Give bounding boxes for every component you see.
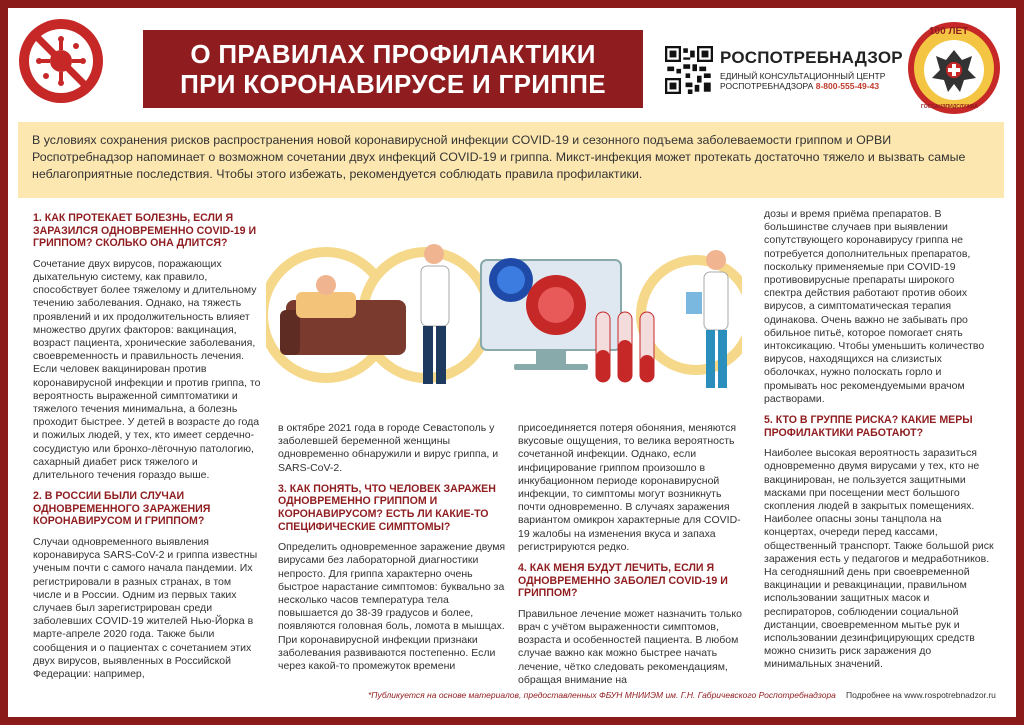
org-phone[interactable]: 8-800-555-49-43 [815,81,880,91]
paragraph-1: Сочетание двух вирусов, поражающих дыхательную систему, как правило, способствует более тяжелому и длительному течению заболевания. Однако, на тяжесть проявлений и их продолжительность влияет множество других факторов: вакцинация, возраст пациента, хронические заболевания, своевременность и правильность лечения. Если человек вакцинирован против коронавирусной инфекции и против гриппа, то вероятность выраженной симптоматики и тяжелого течения минимальна, а болезнь проходит быстрее. У детей в возрасте до года и пожилых людей, у тех, кто имеет сердечно-сосудистую или бронхо-лёгочную патологию, сахарный диабет риск тяжелого и длительного течения гораздо выше. [33,257,261,482]
org-phone-line [720,81,903,91]
title-line-1: О ПРАВИЛАХ ПРОФИЛАКТИКИ [190,39,596,69]
emblem-caption: 100 ЛЕТ [929,26,969,37]
org-block [720,48,903,91]
emblem-subcaption: ГОССАНЭПИДСЛУЖБА [921,104,978,110]
paragraph-2: Случаи одновременного выявления коронавируса SARS-CoV-2 и гриппа известны ученым почти с самого начала пандемии. Их регистрировали в разных странах, в том числе и в России. Одним из первых таких случаев был зарегистрирован среди заболевших COVID-19 жителей Нью-Йорка в марте-апреле 2020 года. Также были сообщения и о пациентах с сочетанием этих двух вирусов, выявленных в Российской Федерации: например, [33,536,258,681]
paragraph-5: присоединяется потеря обоняния, меняются вкусовые ощущения, то велика вероятность сочетанной инфекции. Однако, если инфицирование гриппом произошло в инкубационном периоде коронавирусной инфекции, то симптомы могут возникнуть почти одновременно. В случаях заражения вариантом омикрон характерные для COVID-19 жалобы на изменения вкуса и запаха регистрируются редко. [518,422,741,553]
column-3 [518,422,746,691]
footer-link[interactable]: Подробнее на www.rospotrebnadzor.ru [846,690,996,700]
paragraph-8: Наиболее высокая вероятность заразиться одновременно двумя вирусами у тех, кто не вакцинирован, не пользуется защитными масками при посещении мест большого скопления людей в закрытых помещениях. Наиболее опасны зоны танцпола на концертах, очереди перед кассами, общественный транспорт. Также большой риск заражения есть у педагогов и медработников. На сегодняшний день при своевременной вакцинации и ревакцинации, правильном использовании защитных масок и респираторов, соблюдении социальной дистанции, своевременном мытье рук и использовании дезинфицирующих средств можно снизить риск заражения до минимальных значений. [764,447,994,671]
footer-note: *Публикуется на основе материалов, предоставленных ФБУН МНИИЭМ им. Г.Н. Габричевского Роспотребнадзора [368,690,836,700]
column-1 [33,204,261,685]
heading-2: 2. В РОССИИ БЫЛИ СЛУЧАИ ОДНОВРЕМЕННОГО ЗАРАЖЕНИЯ КОРОНАВИРУСОМ И ГРИППОМ? [33,490,211,528]
heading-3: 3. КАК ПОНЯТЬ, ЧТО ЧЕЛОВЕК ЗАРАЖЕН ОДНОВРЕМЕННО ГРИППОМ И КОРОНАВИРУСОМ? ЕСТЬ ЛИ КАКИЕ-ТО СПЕЦИФИЧЕСКИЕ СИМПТОМЫ? [278,482,496,533]
paragraph-3: в октябре 2021 года в городе Севастополь у заболевшей беременной женщины одновременно обнаружили и вирус гриппа, и SARS-CoV-2. [278,422,499,474]
no-virus-icon [18,18,104,104]
column-2 [278,422,506,677]
illustration [266,230,742,400]
poster [8,8,1016,717]
paragraph-7: дозы и время приёма препаратов. В большинстве случаев при выявлении сопутствующего коронавирусу гриппа не потребуется дополнительных препаратов, поскольку применяемые при COVID-19 противовирусные препараты широкого спектра действия работают против обоих вирусов, а симптоматическая терапия одинакова. Очень важно не забывать про обильное питьё, которое помогает снять интоксикацию. Чтобы уменьшить количество вирусов, находящихся на слизистых оболочках, нужно полоскать горло и промывать нос рекомендуемыми врачом растворами. [764,208,985,405]
org-name: РОСПОТРЕБНАДЗОР [720,48,903,67]
paragraph-4: Определить одновременное заражение двумя вирусами без лабораторной диагностики непросто. Для гриппа характерно очень быстрое нарастание симптомов: буквально за несколько часов температура тела повышается до 38-39 градусов и более, появляются головная боль, ломота в мышцах. При коронавирусной инфекции признаки заболевания развиваются постепенно. Если через какой-то промежуток времени [278,541,506,673]
title-line-2: ПРИ КОРОНАВИРУСЕ И ГРИППЕ [180,69,606,99]
org-short: РОСПОТРЕБНАДЗОРА [720,81,814,91]
heading-5: 5. КТО В ГРУППЕ РИСКА? КАКИЕ МЕРЫ ПРОФИЛАКТИКИ РАБОТАЮТ? [764,414,973,439]
title-banner [143,30,643,108]
paragraph-6: Правильное лечение может назначить только врач с учётом выраженности симптомов, возраста и особенностей пациента. В любом случае важно как можно быстрее начать лечение, чётко следовать рекомендациям, обращая внимание на [518,607,742,686]
qr-code-icon[interactable] [665,46,713,94]
intro-text: В условиях сохранения рисков распространения новой коронавирусной инфекции COVID-19 и сезонного подъема заболеваемости гриппом и ОРВИ Роспотребнадзор напоминает о возможном сочетании двух инфекций COVID-19 и гриппа. Микст-инфекция может протекать достаточно тяжело и вызвать самые неблагоприятные последствия. Чтобы этого избежать, рекомендуется соблюдать правила профилактики. [18,122,1004,198]
column-4 [764,208,994,676]
heading-1: 1. КАК ПРОТЕКАЕТ БОЛЕЗНЬ, ЕСЛИ Я ЗАРАЗИЛСЯ ОДНОВРЕМЕННО COVID-19 И ГРИППОМ? СКОЛЬКО ОНА ДЛИТСЯ? [33,212,257,250]
header [8,8,1016,120]
org-center: ЕДИНЫЙ КОНСУЛЬТАЦИОННЫЙ ЦЕНТР [720,71,886,81]
heading-4: 4. КАК МЕНЯ БУДУТ ЛЕЧИТЬ, ЕСЛИ Я ОДНОВРЕМЕННО ЗАБОЛЕЛ COVID-19 И ГРИППОМ? [518,562,728,600]
